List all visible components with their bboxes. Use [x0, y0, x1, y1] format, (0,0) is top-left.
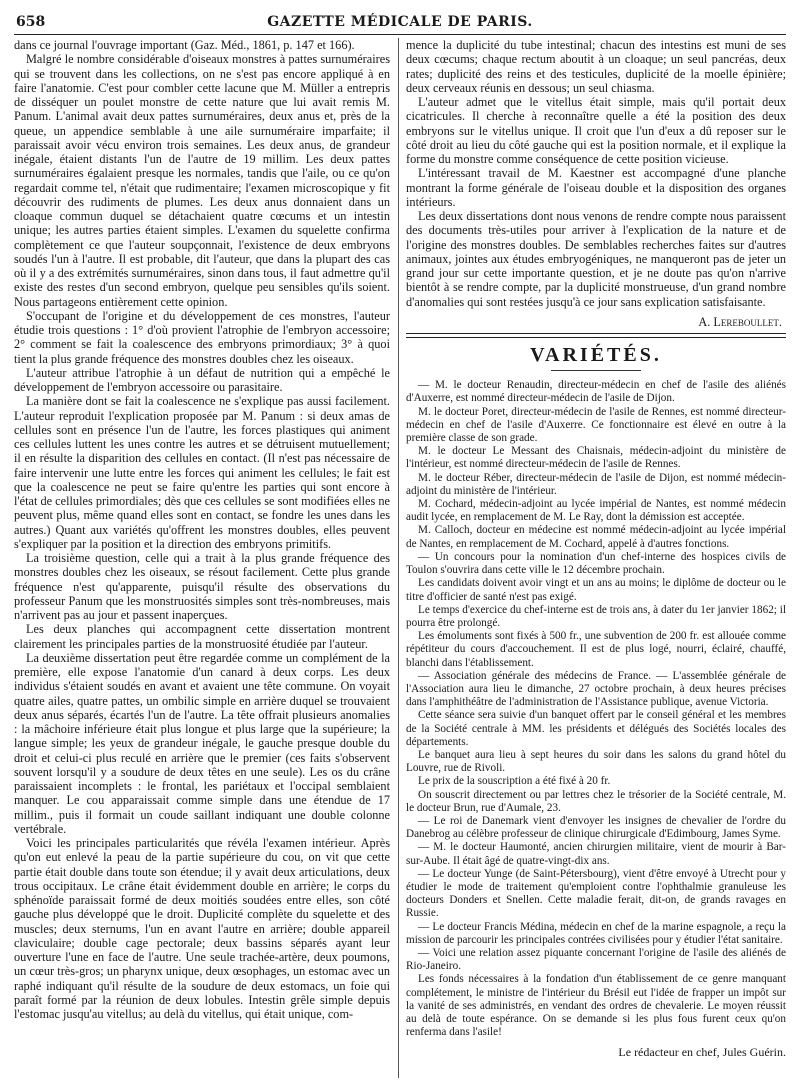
- paragraph: — M. le docteur Renaudin, directeur-médecin en chef de l'asile des aliénés d'Auxerre, est nommé directeur-médecin de l'asile de Dijon.: [406, 379, 786, 405]
- paragraph: Les deux dissertations dont nous venons de rendre compte nous paraissent des documents très-utiles pour arriver à l'explication de la nature et de l'origine des monstres doubles. De semblables recherches faites sur d'autres animaux, jointes aux études embryogéniques, ne manqueront pas de jeter un grand jour sur cette importante question, et je ne doute pas qu'on n'arrive bientôt à se rendre compte, par la duplicité monstrueuse, d'un grand nombre d'anomalies qui sont restées jusqu'à ce jour sans explication satisfaisante.: [406, 209, 786, 309]
- editor-signoff: Le rédacteur en chef, Jules Guérin.: [618, 1045, 786, 1060]
- paragraph: M. le docteur Réber, directeur-médecin de l'asile de Dijon, est nommé médecin-adjoint du ministère de l'intérieur.: [406, 471, 786, 497]
- paragraph: L'auteur admet que le vitellus était simple, mais qu'il portait deux cicatricules. Il cherche à reconnaître quelle a été la position des deux embryons sur le vitellus unique. Il croit que l'un d'eux a dû reposer sur le côté droit au lieu du côté gauche qui est la position normale, et il explique la forme du monstre comme conséquence de cette position vicieuse.: [406, 95, 786, 166]
- paragraph: Les candidats doivent avoir vingt et un ans au moins; le diplôme de docteur ou le titre d'officier de santé n'est pas exigé.: [406, 577, 786, 603]
- paragraph: dans ce journal l'ouvrage important (Gaz. Méd., 1861, p. 147 et 166).: [14, 38, 355, 52]
- paragraph: La manière dont se fait la coalescence ne s'explique pas aussi facilement. L'auteur reproduit l'explication proposée par M. Panum : si deux amas de cellules sont en présence l'un de l'autre, les forces plastiques qui animent ces cellules luttent les unes contre les autres et se détruisent mutuellement; il en résulte la disparition des cellules en contact. (Il n'est pas nécessaire de faire intervenir une lutte entre les forces qui animent les cellules; le fait est que la coalescence ne peut se faire qu'entre les parties qui sont encore à l'état de cellules primordiales; dès que ces cellules se sont modifiées elles ne peuvent plus, même quand elles sont en contact, se fondre les unes dans les autres.) Quant aux variétés qu'offrent les monstres doubles, elles peuvent s'expliquer par la position et la direction des embryons primitifs.: [14, 394, 390, 551]
- varietes-title: VARIÉTÉS.: [530, 344, 662, 366]
- paragraph: Le temps d'exercice du chef-interne est de trois ans, à dater du 1er janvier 1862; il pourra être prolongé.: [406, 603, 786, 629]
- paragraph: Les deux planches qui accompagnent cette dissertation montrent clairement les principales parties de la monstruosité étudiée par l'auteur.: [14, 622, 390, 651]
- paragraph: — Voici une relation assez piquante concernant l'origine de l'asile des aliénés de Rio-Janeiro.: [406, 946, 786, 973]
- paragraph: Les fonds nécessaires à la fondation d'un établissement de ce genre manquant complétement, le ministre de l'intérieur du Brésil eut l'idée de frapper un impôt sur la vanité de ses administrés, en vendant des ordres de chevalerie. Le moyen réussit au delà de toute espérance. On se demande si les plus fous furent ceux qu'on renferma dans l'asile!: [406, 973, 786, 1039]
- paragraph: Le prix de la souscription a été fixé à 20 fr.: [418, 775, 611, 788]
- title-underline: [551, 370, 641, 371]
- right-column: [406, 38, 786, 1078]
- paragraph: La troisième question, celle qui a trait à la plus grande fréquence des monstres doubles chez les oiseaux, se résout facilement. Cette plus grande fréquence n'est qu'apparente, puisqu'il résulte des observations du professeur Panum que les monstruosités simples sont très-nombreuses, mais n'arrivent pas au jour et passent inaperçues.: [14, 551, 390, 622]
- page-number: 658: [16, 14, 46, 30]
- paragraph: mence la duplicité du tube intestinal; chacun des intestins est muni de ses deux cœcums; chaque rectum aboutit à un cloaque; un seul pancréas, deux rates; duplicité des reins et des testicules, duplicité de la moelle épinière; deux cerveaux réunis en dessous; un seul chiasma.: [406, 38, 786, 95]
- varietes-section: [406, 379, 786, 1039]
- paragraph: Les émoluments sont fixés à 500 fr., une subvention de 200 fr. est allouée comme répétiteur du cours d'accouchement. Il est de plus logé, nourri, éclairé, chauffé, blanchi dans l'établissement.: [406, 630, 786, 669]
- paragraph: M. le docteur Le Messant des Chaisnais, médecin-adjoint du ministère de l'intérieur, est nommé directeur-médecin de l'asile de Rennes.: [406, 445, 786, 471]
- page-header: [14, 12, 786, 35]
- paragraph: On souscrit directement ou par lettres chez le trésorier de la Société centrale, M. le docteur Brun, rue d'Aumale, 23.: [406, 788, 786, 814]
- journal-page: [14, 12, 786, 1082]
- review-continuation: [406, 38, 786, 309]
- paragraph: M. le docteur Poret, directeur-médecin de l'asile de Rennes, est nommé directeur-médecin en chef de l'asile d'Auxerre. Ce fonctionnaire est élevé en outre à la première classe de son grade.: [406, 405, 786, 445]
- paragraph: Cette séance sera suivie d'un banquet offert par le conseil général et les membres de la Société centrale à MM. les présidents et délégués des Sociétés locales des départements.: [406, 709, 786, 748]
- left-column: [14, 38, 390, 1078]
- paragraph: Voici les principales particularités que révéla l'examen intérieur. Après qu'on eut enlevé la peau de la partie supérieure du cou, on vit que cette partie était double dans toute son étendue; il y avait deux articulations, deux trous occipitaux. Le crâne était évidemment double en arrière; le corps du sphénoïde paraissait formé de deux moitiés soudées entre elles, son côté gauche plus développé que le droit. Duplicité complète du squelette et des muscles; deux sternums, l'un en avant l'autre en arrière; double appareil claviculaire; double cage pectorale; deux bassins séparés ayant leur ouverture l'une en face de l'autre. Une seule trachée-artère, deux poumons, un cœur très-gros; un pharynx unique, deux œsophages, un estomac avec un raphé indiquant qu'il résulte de la soudure de deux estomacs, un foie qui paraît formé par la réunion de deux lobules. Intestin grêle simple depuis l'estomac jusqu'au vitellus; au delà du vitellus, qui était unique, com-: [14, 836, 390, 1021]
- column-divider: [398, 38, 399, 1078]
- paragraph: — Le roi de Danemark vient d'envoyer les insignes de chevalier de l'ordre du Danebrog au célèbre professeur de clinique chirurgicale d'Edimbourg, James Syme.: [406, 814, 786, 841]
- paragraph: S'occupant de l'origine et du développement de ces monstres, l'auteur étudie trois questions : 1° d'où provient l'atrophie de l'embryon accessoire; 2° comment se fait la coalescence des embryons primordiaux; 3° à quoi tient la plus grande fréquence des monstres doubles chez les oiseaux.: [14, 308, 390, 366]
- journal-title: GAZETTE MÉDICALE DE PARIS.: [267, 14, 533, 30]
- paragraph: — Association générale des médecins de France. — L'assemblée générale de l'Association aura lieu le dimanche, 27 octobre prochain, à deux heures précises dans l'amphithéâtre de l'administration de l'Assistance publique, avenue Victoria.: [406, 669, 786, 709]
- review-signature: A. Lereboullet.: [698, 314, 782, 329]
- paragraph: La deuxième dissertation peut être regardée comme un complément de la première, elle expose l'anatomie d'un canard à deux corps. Les deux individus s'étaient soudés en avant et avaient une tête commune. On voyait quatre ailes, quatre pattes, un ombilic simple en arrière duquel se trouvaient deux anus séparés, écartés l'un de l'autre. La tête offrait plusieurs anomalies : la mâchoire inférieure était plus longue et plus large que la supérieure; la langue simple; les yeux de grandeur inégale, le gauche presque double du droit et celui-ci plus reculé en arrière que le premier (ces faits s'observent souvent lorsqu'il y a soudure de deux têtes en une seule). Les os du crâne paraissaient incomplets : le frontal, les pariétaux et l'occipal semblaient manquer. Le cou apparaissait comme simple dans une étendue de 17 millim., puis il formait un coude saillant indiquant une double colonne vertébrale.: [14, 650, 390, 836]
- paragraph: — Le docteur Yunge (de Saint-Pétersbourg), vient d'être envoyé à Utrecht pour y étudier le mode de traitement qu'emploient contre l'ophthalmie granuleuse les docteurs Donders et Snellen. Cette maladie ferait, dit-on, de grands ravages en Russie.: [406, 867, 786, 920]
- paragraph: M. Cochard, médecin-adjoint au lycée impérial de Nantes, est nommé médecin audit lycée, en remplacement de M. Le Ray, dont la démission est acceptée.: [406, 498, 786, 524]
- paragraph: — Un concours pour la nomination d'un chef-interne des hospices civils de Toulon s'ouvrira dans cette ville le 12 décembre prochain.: [406, 550, 786, 577]
- paragraph: L'auteur attribue l'atrophie à un défaut de nutrition qui a empêché le développement de l'embryon accessoire ou parasitaire.: [14, 365, 390, 394]
- paragraph: L'intéressant travail de M. Kaestner est accompagné d'une planche montrant la forme générale de l'oiseau double et la disposition des organes intérieurs.: [406, 166, 786, 209]
- paragraph: — M. le docteur Haumonté, ancien chirurgien militaire, vient de mourir à Bar-sur-Aube. Il était âgé de quatre-vingt-dix ans.: [406, 841, 786, 867]
- paragraph: — Le docteur Francis Médina, médecin en chef de la marine espagnole, a reçu la mission de parcourir les principales contrées civilisées pour y étudier l'état sanitaire.: [406, 920, 786, 946]
- paragraph: M. Calloch, docteur en médecine est nommé médecin-adjoint au lycée impérial de Nantes, en remplacement de M. Cochard, appelé à d'autres fonctions.: [406, 524, 786, 550]
- section-divider: [406, 333, 786, 338]
- paragraph: Malgré le nombre considérable d'oiseaux monstres à pattes surnuméraires qui se trouvent dans les collections, on ne s'est pas encore appliqué à en faire l'anatomie. C'est pour combler cette lacune que M. Müller a entrepris de disséquer un poulet monstre de cette nature que lui avait remis M. Panum. L'animal avait deux pattes surnuméraires, deux anus et, près de la queue, un appendice semblable à une aile surnuméraire imparfaite; il paraissait avoir vécu environ trois semaines. Les deux anus, de grandeur inégale, étaient distants l'un de l'autre de 19 millim. Les deux pattes surnuméraires égalaient presque les normales, tandis que l'aile, ou ce qu'on regardait comme tel, n'était que rudimentaire; l'examen microscopique y fit découvrir des rudiments de plumes. Les deux anus donnaient dans un cloaque commun duquel se détachaient quatre cœcums et un intestin unique; les autres parties étaient simples. L'examen du squelette confirma complètement ce que l'auteur soupçonnait, l'existence de deux embryons soudés l'un à l'autre. Il est probable, dit l'auteur, que dans la plupart des cas où il y a des extrémités surnuméraires, sinon dans tous, il faut admettre qu'il existe des restes d'un second embryon, quelque peu sensibles qu'ils soient. Nous partageons entièrement cette opinion.: [14, 52, 390, 309]
- paragraph: Le banquet aura lieu à sept heures du soir dans les salons du grand hôtel du Louvre, rue de Rivoli.: [406, 748, 786, 775]
